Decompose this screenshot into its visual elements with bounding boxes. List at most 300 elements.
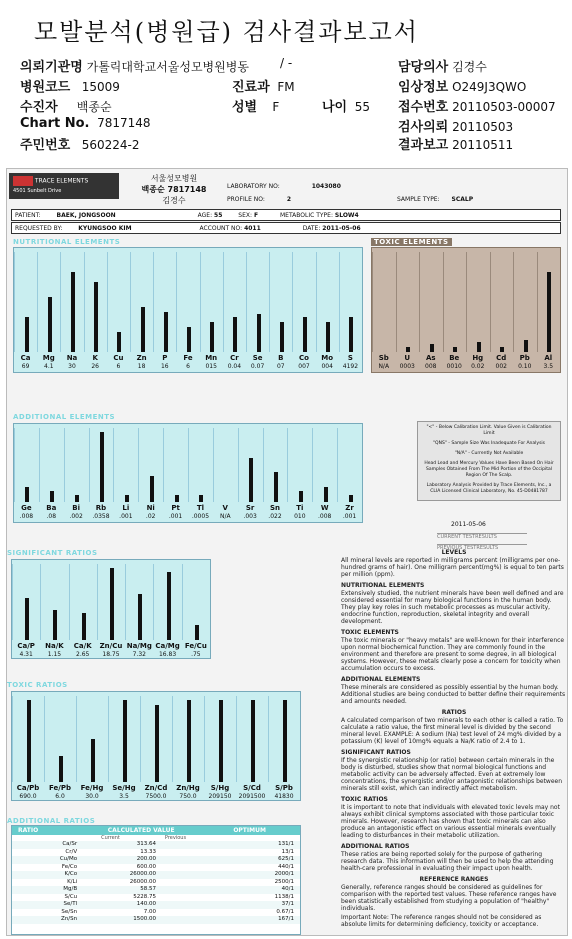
additional-bar [100, 432, 104, 502]
toxic_ratios-column-3 [108, 696, 140, 782]
toxic-value: 0.10 [518, 363, 532, 370]
nutritional-value: 004 [321, 363, 333, 370]
label-doctor: 담당의사 [398, 60, 449, 75]
nutritional-column-9 [223, 252, 246, 352]
additional-value: N/A [219, 513, 231, 520]
additional-value: .0358 [92, 513, 110, 520]
nutritional-column-10 [246, 252, 269, 352]
nutritional-value: 07 [276, 363, 285, 370]
significant-value: 16.83 [158, 651, 177, 658]
label-institution: 의뢰기관명 [20, 60, 83, 75]
additional-symbol: Zr [345, 504, 354, 512]
nutritional-symbol: Fe [183, 354, 193, 362]
add-ratio-cell: Se/Tl [63, 901, 78, 907]
additional-value: .001 [342, 513, 357, 520]
scanned-report [6, 168, 568, 936]
requested-by: KYUNGSOO KIM [78, 225, 132, 232]
add-ratio-cell: 13.33 [140, 848, 156, 855]
add-ratio-cell: 625/1 [278, 856, 294, 862]
significant-symbol: Ca/K [73, 642, 92, 650]
nutritional-symbol: B [278, 354, 284, 362]
nutritional-symbol: Zn [136, 354, 147, 362]
label-clinical: 임상정보 [398, 80, 449, 95]
toxic-symbol: Cd [496, 354, 507, 362]
add-ratio-cell: Cu/Mo [59, 856, 78, 862]
significant-value: 18.75 [102, 651, 120, 658]
additional-bar [249, 458, 253, 502]
toxic_ratios-bar [251, 700, 255, 782]
toxic-symbol: Be [449, 354, 460, 362]
additional-panel [13, 423, 363, 523]
toxic_ratios-bar [27, 700, 31, 782]
additional-symbol: Sr [245, 504, 255, 512]
significant-bar [53, 610, 57, 640]
nutritional-column-11 [269, 252, 292, 352]
significant-bar [195, 625, 199, 640]
clinical: O249J3QWO [452, 80, 527, 94]
additional-value: .002 [69, 513, 83, 520]
nutritional-bar [187, 327, 191, 352]
toxic_ratios-value: 7500.0 [145, 793, 167, 800]
add-ratio-row [12, 894, 300, 902]
add-ratio-row [12, 901, 300, 909]
id-no: 560224-2 [81, 138, 140, 152]
additional-column-6 [163, 428, 188, 502]
dept: FM [277, 80, 295, 94]
add-ratios-title: ADDITIONAL RATIOS [7, 817, 96, 825]
add-ratio-cell: 7.00 [143, 908, 156, 915]
add-ratio-row [12, 849, 300, 857]
significant-value: 1.15 [47, 651, 62, 658]
nutritional-column-5 [130, 252, 153, 352]
legend-3: "N/A" - Currently Not Available [454, 451, 524, 456]
info-text: LEVELS All mineral levels are reported in milligrams percent (milligrams per one-hundred grams of hair). One milligram percent(mg%) is equal to ten parts per million (ppm). NUTRITIONAL ELEMENTS Extensively studied, the nutrient minerals have been well defined and are considered essential for many biological functions in the human body. They play key roles in such metabolic processes as muscular activity, endocrine function, reproduction, skeletal integrity and overall development. TOXIC ELEMENTS The toxic minerals or "heavy metals" are well-known for their interference upon normal biochemical function. They are commonly found in the environment and therefore are present to some degree, in all biological systems. However, these metals clearly pose a concern for toxicity when accumulation occurs to excess. ADDITIONAL ELEMENTS These minerals are considered as possibly essential by the human body. Additional studies are being conducted to better define their requirements and amounts needed. RATIOS A calculated comparison of two minerals to each other is called a ratio. To calculate a ratio value, the first mineral level is divided by the second mineral level. EXAMPLE: A sodium (Na) test level of 24 mg% divided by a potassium (K) level of 10mg% equals a Na/K ratio of 2.4 to 1. SIGNIFICANT RATIOS If the synergistic relationship (or ratio) between certain minerals in the body is disturbed, studies show that normal biological functions and metabolic activity can be adversely affected. Even at extremely low concentrations, the synergistic and/or antagonistic relationships between minerals still exist, which can indirectly affect metabolism. TOXIC RATIOS It is important to note that individuals with elevated toxic levels may not always exhibit clinical symptoms associated with those particular toxic minerals. However, research has shown that toxic minerals can also produce an antagonistic effect on various essential minerals eventually leading to disturbances in their metabolic utilization. ADDITIONAL RATIOS These ratios are being reported solely for the purpose of gathering research data. This information will then be used to help the attending health-care professional in evaluating their impact upon health. REFERENCE RANGES Generally, reference ranges should be considered as guidelines for comparison with the reported test values. These reference ranges have been statistically established from studying a population of "healthy" individuals. Important Note: The reference ranges should not be considered as absolute limits for determining deficiency, toxicity or acceptance. [341, 549, 566, 928]
add-ratio-cell: 200.00 [136, 856, 156, 862]
additional-value: .001 [168, 513, 183, 520]
nutritional-value: 16 [160, 363, 169, 370]
ward: / - [280, 56, 293, 70]
additional-column-4 [113, 428, 138, 502]
toxic-bar [477, 342, 481, 352]
toxic-symbol: Pb [519, 354, 530, 362]
add-ratio-cell: 313.64 [136, 841, 156, 847]
toxic-value: 002 [495, 363, 507, 370]
doctor: 김경수 [452, 60, 487, 74]
nutritional-symbol: Mg [42, 354, 55, 362]
nutritional-bar [25, 317, 29, 352]
toxic-column-0 [372, 252, 396, 352]
additional-column-7 [188, 428, 213, 502]
add-ratio-row [12, 886, 300, 894]
hospital-code: 15009 [81, 80, 120, 94]
significant-symbol: Ca/P [17, 642, 35, 650]
add-ratio-cell: Cr/V [65, 848, 78, 855]
request-date: 20110503 [452, 120, 514, 134]
additional-symbol: Ge [21, 504, 32, 512]
additional-bar [150, 476, 154, 502]
add-ratio-cell: K/Li [67, 878, 78, 885]
nutritional-symbol: Cr [230, 354, 239, 362]
additional-symbol: Ni [146, 504, 155, 512]
toxic-bar [524, 340, 528, 352]
significant-bar [25, 598, 29, 640]
report-date: 20110511 [452, 138, 514, 152]
toxic-column-3 [443, 252, 467, 352]
toxic-value: N/A [378, 363, 390, 370]
additional-column-9 [238, 428, 263, 502]
toxic-column-5 [490, 252, 514, 352]
nutritional-bar [349, 317, 353, 352]
toxic-bar [453, 347, 457, 352]
add-ratio-cell: 40/1 [281, 886, 294, 892]
significant-bar [138, 594, 142, 640]
add-ratios-table: RATIO CALCULATED VALUE OPTIMUM Current Previous Ca/Sr 313.64 131/1 Cr/V 13.33 13/1 Cu/Mo 200.00 625/1 Fe/Co 600.00 440/1 K/Co 26000.00 2000/1 K/Li 26000.00 2500/1 Mg/B 58.57 40/1 S/Cu 5228.75 1138/1 Se/Tl 140.00 37/1 Se/Sn 7.00 0.67/1 Zn/Sn 1500.00 167/1 [11, 825, 301, 935]
additional-symbol: Sn [269, 504, 280, 512]
toxic-bar [406, 347, 410, 352]
add-ratio-row [12, 879, 300, 887]
additional-symbol: Tl [196, 504, 205, 512]
label-id: 주민번호 [20, 138, 71, 153]
add-ratio-cell: 26000.00 [129, 871, 156, 877]
nutritional-bar [326, 322, 330, 352]
patient-en: BAEK, JONGSOON [56, 212, 116, 219]
toxic_ratios-symbol: Fe/Pb [49, 784, 71, 792]
additional-bar [299, 491, 303, 502]
toxic_ratios-value: 30.0 [85, 793, 99, 800]
nutritional-column-7 [176, 252, 199, 352]
nutritional-bar [94, 282, 98, 352]
page-title: 모발분석(병원급) 검사결과보고서 [34, 18, 419, 46]
additional-bar [50, 491, 54, 502]
significant-panel [11, 559, 211, 659]
toxic_ratios-symbol: Se/Hg [112, 784, 136, 792]
toxic-column-4 [466, 252, 490, 352]
toxic-column-1 [396, 252, 420, 352]
nutritional-value: 4.1 [44, 363, 54, 370]
lab-no: 1043080 [311, 183, 341, 190]
toxic_ratios-bar [155, 705, 159, 782]
stamp-hospital: 서울성모병원 [150, 174, 198, 183]
significant-value: 7.32 [132, 651, 146, 658]
additional-value: .022 [268, 513, 282, 520]
add-ratio-cell: 5228.75 [133, 893, 156, 900]
additional-bar [199, 495, 203, 502]
additional-column-3 [89, 428, 114, 502]
toxic-ratios-title: TOXIC RATIOS [7, 681, 68, 689]
add-ratio-cell: Se/Sn [61, 908, 78, 915]
nutritional-value: 0.07 [250, 363, 265, 370]
toxic_ratios-value: 690.0 [19, 793, 37, 800]
additional-bar [175, 495, 179, 502]
add-ratio-row [12, 841, 300, 849]
add-ratio-cell: 600.00 [136, 863, 156, 870]
additional-column-5 [138, 428, 163, 502]
toxic-symbol: Sb [378, 354, 389, 362]
report-age: 55 [214, 212, 223, 219]
legend-1: "<" - Below Calibration Limit. Value Given is Calibration Limit [426, 425, 552, 436]
toxic_ratios-symbol: Zn/Cd [144, 784, 168, 792]
sex: F [272, 100, 280, 114]
significant-value: .75 [191, 651, 201, 658]
legend-5: Laboratory Analysis Provided by Trace Elements, Inc., a CLIA Licensed Clinical Laboratory, No. 45-D0481787 [426, 483, 552, 494]
toxic-column-7 [537, 252, 561, 352]
nutritional-symbol: Mo [321, 354, 334, 362]
add-ratio-cell: 2500/1 [274, 878, 294, 885]
significant-value: 4.31 [19, 651, 33, 658]
nutritional-column-3 [84, 252, 107, 352]
toxic-panel [371, 247, 561, 373]
toxic_ratios-bar [91, 739, 95, 782]
add-ratio-cell: K/Co [64, 871, 78, 877]
significant-bar [167, 572, 171, 640]
nutritional-symbol: P [162, 354, 168, 362]
legend-4: Head Lead and Mercury Values Have Been Based On Hair Samples Obtained From The Mid Portion of the Occipital Region Of The Scalp. [424, 461, 554, 478]
stamp-patient: 백종순 7817148 [141, 185, 207, 194]
label-request: 검사의뢰 [398, 120, 449, 135]
logo-mark-icon [13, 176, 33, 186]
toxic-bar [500, 347, 504, 352]
significant-bar [110, 568, 114, 640]
nutritional-panel [13, 247, 363, 373]
toxic-ratios-panel [11, 691, 301, 801]
toxic_ratios-value: 750.0 [179, 793, 197, 800]
add-ratio-cell: 1500.00 [133, 916, 156, 922]
add-ratio-cell: 167/1 [278, 916, 294, 922]
add-ratio-cell: S/Cu [64, 893, 78, 900]
toxic-symbol: As [425, 354, 436, 362]
add-ratio-row [12, 909, 300, 917]
profile-row: PROFILE NO: 2 [227, 196, 292, 203]
nutritional-value: 26 [91, 363, 99, 370]
nutritional-column-1 [37, 252, 60, 352]
significant-symbol: Na/K [45, 642, 64, 650]
nutritional-bar [164, 312, 168, 352]
toxic_ratios-column-1 [44, 696, 76, 782]
additional-bar [349, 495, 353, 502]
nutritional-bar [48, 297, 52, 352]
toxic-value: 0.02 [471, 363, 485, 370]
add-ratio-cell: Zn/Sn [61, 916, 78, 922]
nutritional-column-6 [153, 252, 176, 352]
nutritional-bar [117, 332, 121, 352]
toxic_ratios-value: 3.5 [119, 793, 129, 800]
significant-bar [82, 613, 86, 640]
toxic_ratios-value: 41830 [274, 793, 294, 800]
toxic_ratios-symbol: S/Pb [275, 784, 293, 792]
additional-symbol: Bi [72, 504, 80, 512]
additional-value: .003 [243, 513, 257, 520]
additional-value: .001 [119, 513, 133, 520]
toxic_ratios-symbol: Zn/Hg [176, 784, 200, 792]
add-ratio-cell: 140.00 [136, 901, 156, 907]
receipt-no: 20110503-00007 [452, 100, 556, 114]
toxic-bar [547, 272, 551, 352]
nutritional-bar [71, 272, 75, 352]
report-date-en: 2011-05-06 [322, 225, 361, 232]
significant-column-5 [153, 564, 181, 640]
significant-symbol: Ca/Mg [155, 642, 180, 650]
nutritional-symbol: S [347, 354, 353, 362]
nutritional-value: 6 [116, 363, 121, 370]
toxic_ratios-symbol: S/Cd [243, 784, 261, 792]
additional-bar [75, 495, 79, 502]
nutritional-bar [303, 317, 307, 352]
add-ratio-row [12, 916, 300, 924]
nutritional-value: 69 [21, 363, 30, 370]
toxic_ratios-column-7 [236, 696, 268, 782]
nutritional-value: 18 [137, 363, 146, 370]
footer-previous: PREVIOUS TESTRESULTS [437, 544, 527, 551]
profile-no: 2 [286, 196, 292, 203]
toxic_ratios-bar [283, 700, 287, 782]
add-ratio-row [12, 856, 300, 864]
nutritional-value: 015 [205, 363, 217, 370]
significant-column-4 [125, 564, 153, 640]
label-age: 나이 [322, 100, 348, 115]
additional-symbol: V [222, 504, 228, 512]
nutritional-title: NUTRITIONAL ELEMENTS [13, 238, 121, 246]
toxic-symbol: Hg [472, 354, 484, 362]
add-ratio-cell: 440/1 [278, 863, 294, 870]
nutritional-bar [210, 322, 214, 352]
additional-symbol: Pt [171, 504, 180, 512]
additional-bar [25, 487, 29, 502]
toxic_ratios-column-5 [172, 696, 204, 782]
request-row: REQUESTED BY: KYUNGSOO KIM ACCOUNT NO: 4011 DATE: 2011-05-06 [11, 222, 561, 234]
toxic-column-2 [419, 252, 443, 352]
toxic_ratios-column-8 [268, 696, 300, 782]
nutritional-bar [233, 317, 237, 352]
signature-date: 2011-05-06 [451, 521, 486, 528]
additional-value: .08 [46, 513, 57, 520]
significant-symbol: Na/Mg [126, 642, 152, 650]
add-ratio-cell: 37/1 [281, 901, 294, 907]
label-hospital-code: 병원코드 [20, 80, 71, 95]
toxic_ratios-bar [123, 700, 127, 782]
add-ratio-cell: 58.57 [140, 886, 156, 892]
report-sex: F [253, 212, 259, 219]
label-report: 결과보고 [398, 138, 449, 153]
add-ratio-cell: 1138/1 [274, 893, 294, 900]
toxic-value: 0003 [399, 363, 415, 370]
additional-bar [274, 472, 278, 502]
significant-column-2 [69, 564, 97, 640]
add-ratio-cell: Mg/B [63, 886, 78, 892]
nutritional-column-2 [60, 252, 83, 352]
significant-column-3 [97, 564, 125, 640]
add-ratio-cell: 13/1 [281, 848, 294, 855]
add-ratio-cell: 2000/1 [274, 871, 294, 877]
additional-column-8 [213, 428, 238, 502]
additional-bar [324, 487, 328, 502]
toxic_ratios-bar [219, 700, 223, 782]
chart-no: 7817148 [97, 116, 151, 130]
additional-column-2 [64, 428, 89, 502]
additional-symbol: Rb [95, 504, 107, 512]
account-no: 4011 [244, 225, 261, 232]
nutritional-symbol: Mn [205, 354, 218, 362]
toxic_ratios-bar [187, 700, 191, 782]
nutritional-symbol: Cu [113, 354, 124, 362]
label-chart: Chart No. [20, 116, 90, 131]
institution: 가톨릭대학교서울성모병원병동 [86, 60, 249, 74]
nutritional-symbol: Co [299, 354, 309, 362]
toxic_ratios-value: 6.0 [55, 793, 65, 800]
toxic_ratios-bar [59, 756, 63, 782]
legend-box [417, 421, 561, 501]
sample-row: SAMPLE TYPE: SCALP [397, 196, 474, 203]
nutritional-column-13 [316, 252, 339, 352]
lab-address: 4501 Sunbelt Drive [13, 188, 62, 194]
toxic-column-6 [513, 252, 537, 352]
nutritional-symbol: K [92, 354, 98, 362]
nutritional-symbol: Na [66, 354, 78, 362]
nutritional-column-4 [107, 252, 130, 352]
additional-column-0 [14, 428, 39, 502]
add-ratio-cell: Fe/Co [61, 863, 78, 870]
footer-current: CURRENT TESTRESULTS [437, 533, 527, 540]
significant-symbol: Zn/Cu [99, 642, 123, 650]
legend-2: "QNS" - Sample Size Was Inadequate For Analysis [432, 441, 546, 446]
additional-column-10 [263, 428, 288, 502]
label-sex: 성별 [232, 100, 258, 115]
add-ratio-cell: 26000.00 [129, 878, 156, 885]
significant-column-6 [182, 564, 210, 640]
add-ratio-cell: 131/1 [278, 841, 294, 847]
metabolic-type: SLOW4 [334, 212, 359, 219]
additional-bar [125, 495, 129, 502]
add-ratio-row [12, 871, 300, 879]
additional-symbol: W [320, 504, 329, 512]
toxic-value: 008 [425, 363, 437, 370]
patient-name: 백종순 [76, 100, 112, 114]
add-ratio-cell: 0.67/1 [276, 908, 294, 915]
toxic_ratios-column-2 [76, 696, 108, 782]
significant-symbol: Fe/Cu [184, 642, 207, 650]
additional-value: .008 [19, 513, 34, 520]
nutritional-column-0 [14, 252, 37, 352]
toxic-value: 3.5 [543, 363, 554, 370]
additional-column-13 [337, 428, 362, 502]
toxic_ratios-column-4 [140, 696, 172, 782]
lab-logo [9, 173, 119, 199]
stamp [133, 173, 215, 207]
nutritional-symbol: Ca [20, 354, 31, 362]
label-dept: 진료과 [232, 80, 270, 95]
nutritional-bar [280, 322, 284, 352]
additional-symbol: Li [122, 504, 130, 512]
sample-type: SCALP [451, 196, 474, 203]
nutritional-bar [257, 314, 261, 352]
toxic-symbol: U [404, 354, 411, 362]
nutritional-column-14 [339, 252, 362, 352]
significant-column-1 [40, 564, 68, 640]
toxic-value: 0010 [446, 363, 462, 370]
toxic-bar [430, 344, 434, 352]
additional-column-11 [287, 428, 312, 502]
toxic_ratios-symbol: S/Hg [210, 784, 230, 792]
nutritional-value: 007 [298, 363, 310, 370]
additional-column-12 [312, 428, 337, 502]
significant-column-0 [12, 564, 40, 640]
additional-symbol: Ti [296, 504, 304, 512]
additional-title: ADDITIONAL ELEMENTS [13, 413, 116, 421]
toxic-symbol: Al [544, 354, 553, 362]
patient-row: PATIENT: BAEK, JONGSOON AGE: 55 SEX: F METABOLIC TYPE: SLOW4 [11, 209, 561, 221]
nutritional-value: 0.04 [227, 363, 242, 370]
toxic-title: TOXIC ELEMENTS [371, 238, 452, 246]
lab-no-row: LABORATORY NO: 1043080 [227, 183, 341, 190]
